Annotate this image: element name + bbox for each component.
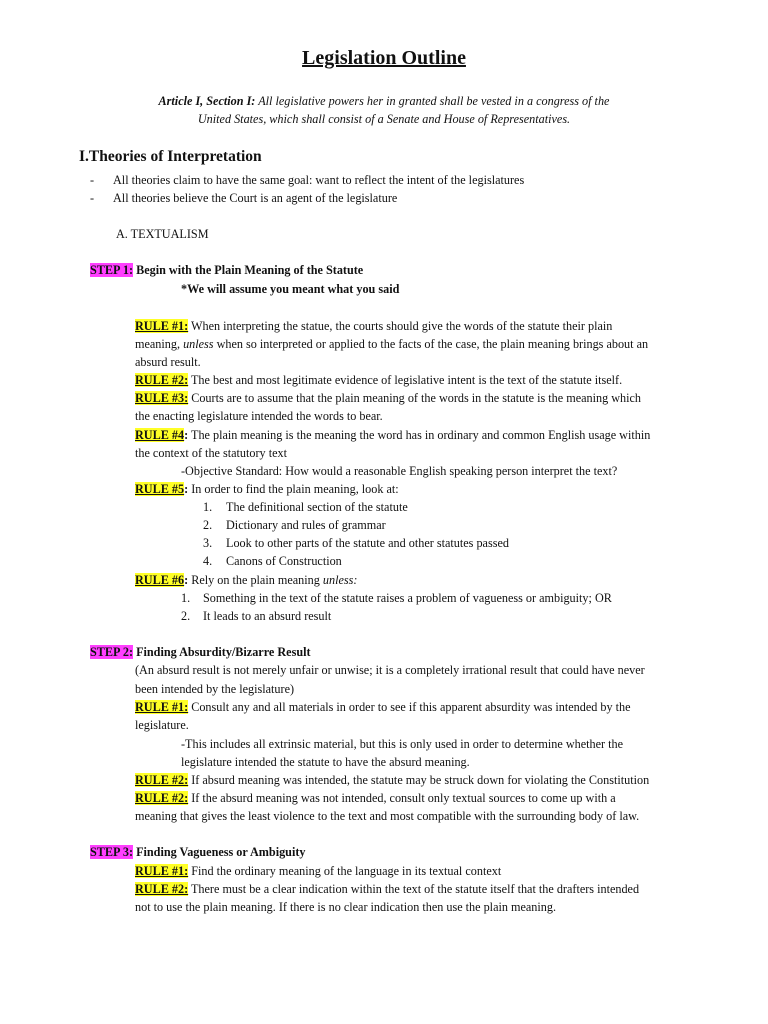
rule-tag: RULE #3: xyxy=(135,391,189,405)
rule-line: RULE #1: When interpreting the statue, the courts should give the words of the statute their plain xyxy=(135,319,613,333)
rule-line: the context of the statutory text xyxy=(135,446,287,460)
paragraph-line: (An absurd result is not merely unfair or unwise; it is a completely irrational result that could have never xyxy=(135,663,645,677)
bullet-dash: - xyxy=(90,173,95,187)
rule-line: -This includes all extrinsic material, but this is only used in order to determine whether the xyxy=(181,737,624,751)
list-number: 4. xyxy=(203,554,213,568)
rule-line: legislature intended the statute to have the absurd meaning. xyxy=(181,755,470,769)
list-item: Dictionary and rules of grammar xyxy=(226,518,386,532)
list-item: It leads to an absurd result xyxy=(203,609,332,623)
rule-line: RULE #2: If the absurd meaning was not intended, consult only textual sources to come up with a xyxy=(135,791,616,805)
rule-line: RULE #4: The plain meaning is the meaning the word has in ordinary and common English usage within xyxy=(135,428,651,442)
step-3-heading: STEP 3: Finding Vagueness or Ambiguity xyxy=(90,845,306,859)
rule-tag: RULE #4 xyxy=(135,428,185,442)
list-item: Something in the text of the statute raises a problem of vagueness or ambiguity; OR xyxy=(203,591,612,605)
step-tag: STEP 2: xyxy=(90,645,134,659)
rule-tag: RULE #1: xyxy=(135,319,189,333)
rule-line: RULE #2: The best and most legitimate evidence of legislative intent is the text of the statute itself. xyxy=(135,373,623,387)
rule-tag: RULE #2: xyxy=(135,373,189,387)
rule-tag: RULE #5 xyxy=(135,482,185,496)
rule-tag: RULE #2: xyxy=(135,882,189,896)
rule-tag: RULE #2: xyxy=(135,791,189,805)
rule-tag: RULE #1: xyxy=(135,700,189,714)
rule-line: the enacting legislature intended the words to bear. xyxy=(135,409,383,423)
bullet-item: All theories claim to have the same goal: want to reflect the intent of the legislatures xyxy=(113,173,525,187)
rule-line: RULE #3: Courts are to assume that the plain meaning of the words in the statute is the meaning which xyxy=(135,391,642,405)
list-item: The definitional section of the statute xyxy=(226,500,408,514)
bullet-dash: - xyxy=(90,191,95,205)
list-number: 2. xyxy=(181,609,191,623)
paragraph-line: been intended by the legislature) xyxy=(135,682,295,696)
list-item: Canons of Construction xyxy=(226,554,342,568)
bullet-item: All theories believe the Court is an agent of the legislature xyxy=(113,191,398,205)
page-title: Legislation Outline xyxy=(302,47,466,69)
section-heading: I.Theories of Interpretation xyxy=(79,148,262,165)
step-1-heading: STEP 1: Begin with the Plain Meaning of the Statute xyxy=(90,263,364,277)
rule-tag: RULE #6 xyxy=(135,573,185,587)
step-tag: STEP 3: xyxy=(90,845,134,859)
rule-line: not to use the plain meaning. If there is no clear indication then use the plain meaning. xyxy=(135,900,557,914)
rule-line: RULE #6: Rely on the plain meaning unless: xyxy=(135,573,358,587)
rule-line: RULE #2: If absurd meaning was intended, the statute may be struck down for violating the Constitution xyxy=(135,773,650,787)
epigraph-line-2: United States, which shall consist of a Senate and House of Representatives. xyxy=(197,112,571,126)
list-number: 1. xyxy=(203,500,213,514)
rule-line: RULE #5: In order to find the plain meaning, look at: xyxy=(135,482,399,496)
list-number: 3. xyxy=(203,536,213,550)
subheading-textualism: A. TEXTUALISM xyxy=(116,227,209,241)
step-1-note: *We will assume you meant what you said xyxy=(181,282,400,296)
step-tag: STEP 1: xyxy=(90,263,134,277)
epigraph-line-1: Article I, Section I: All legislative powers her in granted shall be vested in a congress of the xyxy=(158,94,610,108)
list-number: 1. xyxy=(181,591,191,605)
rule-line: meaning that gives the least violence to the text and most compatible with the surrounding body of law. xyxy=(135,809,640,823)
step-2-heading: STEP 2: Finding Absurdity/Bizarre Result xyxy=(90,645,311,659)
epigraph-label: Article I, Section I: xyxy=(158,94,256,108)
rule-line: RULE #1: Consult any and all materials in order to see if this apparent absurdity was intended by the xyxy=(135,700,631,714)
rule-tag: RULE #2: xyxy=(135,773,189,787)
rule-line: meaning, unless when so interpreted or applied to the facts of the case, the plain meaning brings about an xyxy=(135,337,649,351)
list-item: Look to other parts of the statute and other statutes passed xyxy=(226,536,509,550)
rule-line: absurd result. xyxy=(135,355,201,369)
rule-line: RULE #1: Find the ordinary meaning of the language in its textual context xyxy=(135,864,502,878)
list-number: 2. xyxy=(203,518,213,532)
rule-line: -Objective Standard: How would a reasonable English speaking person interpret the text? xyxy=(181,464,618,478)
rule-line: RULE #2: There must be a clear indication within the text of the statute itself that the drafters intended xyxy=(135,882,640,896)
rule-tag: RULE #1: xyxy=(135,864,189,878)
rule-line: legislature. xyxy=(135,718,189,732)
